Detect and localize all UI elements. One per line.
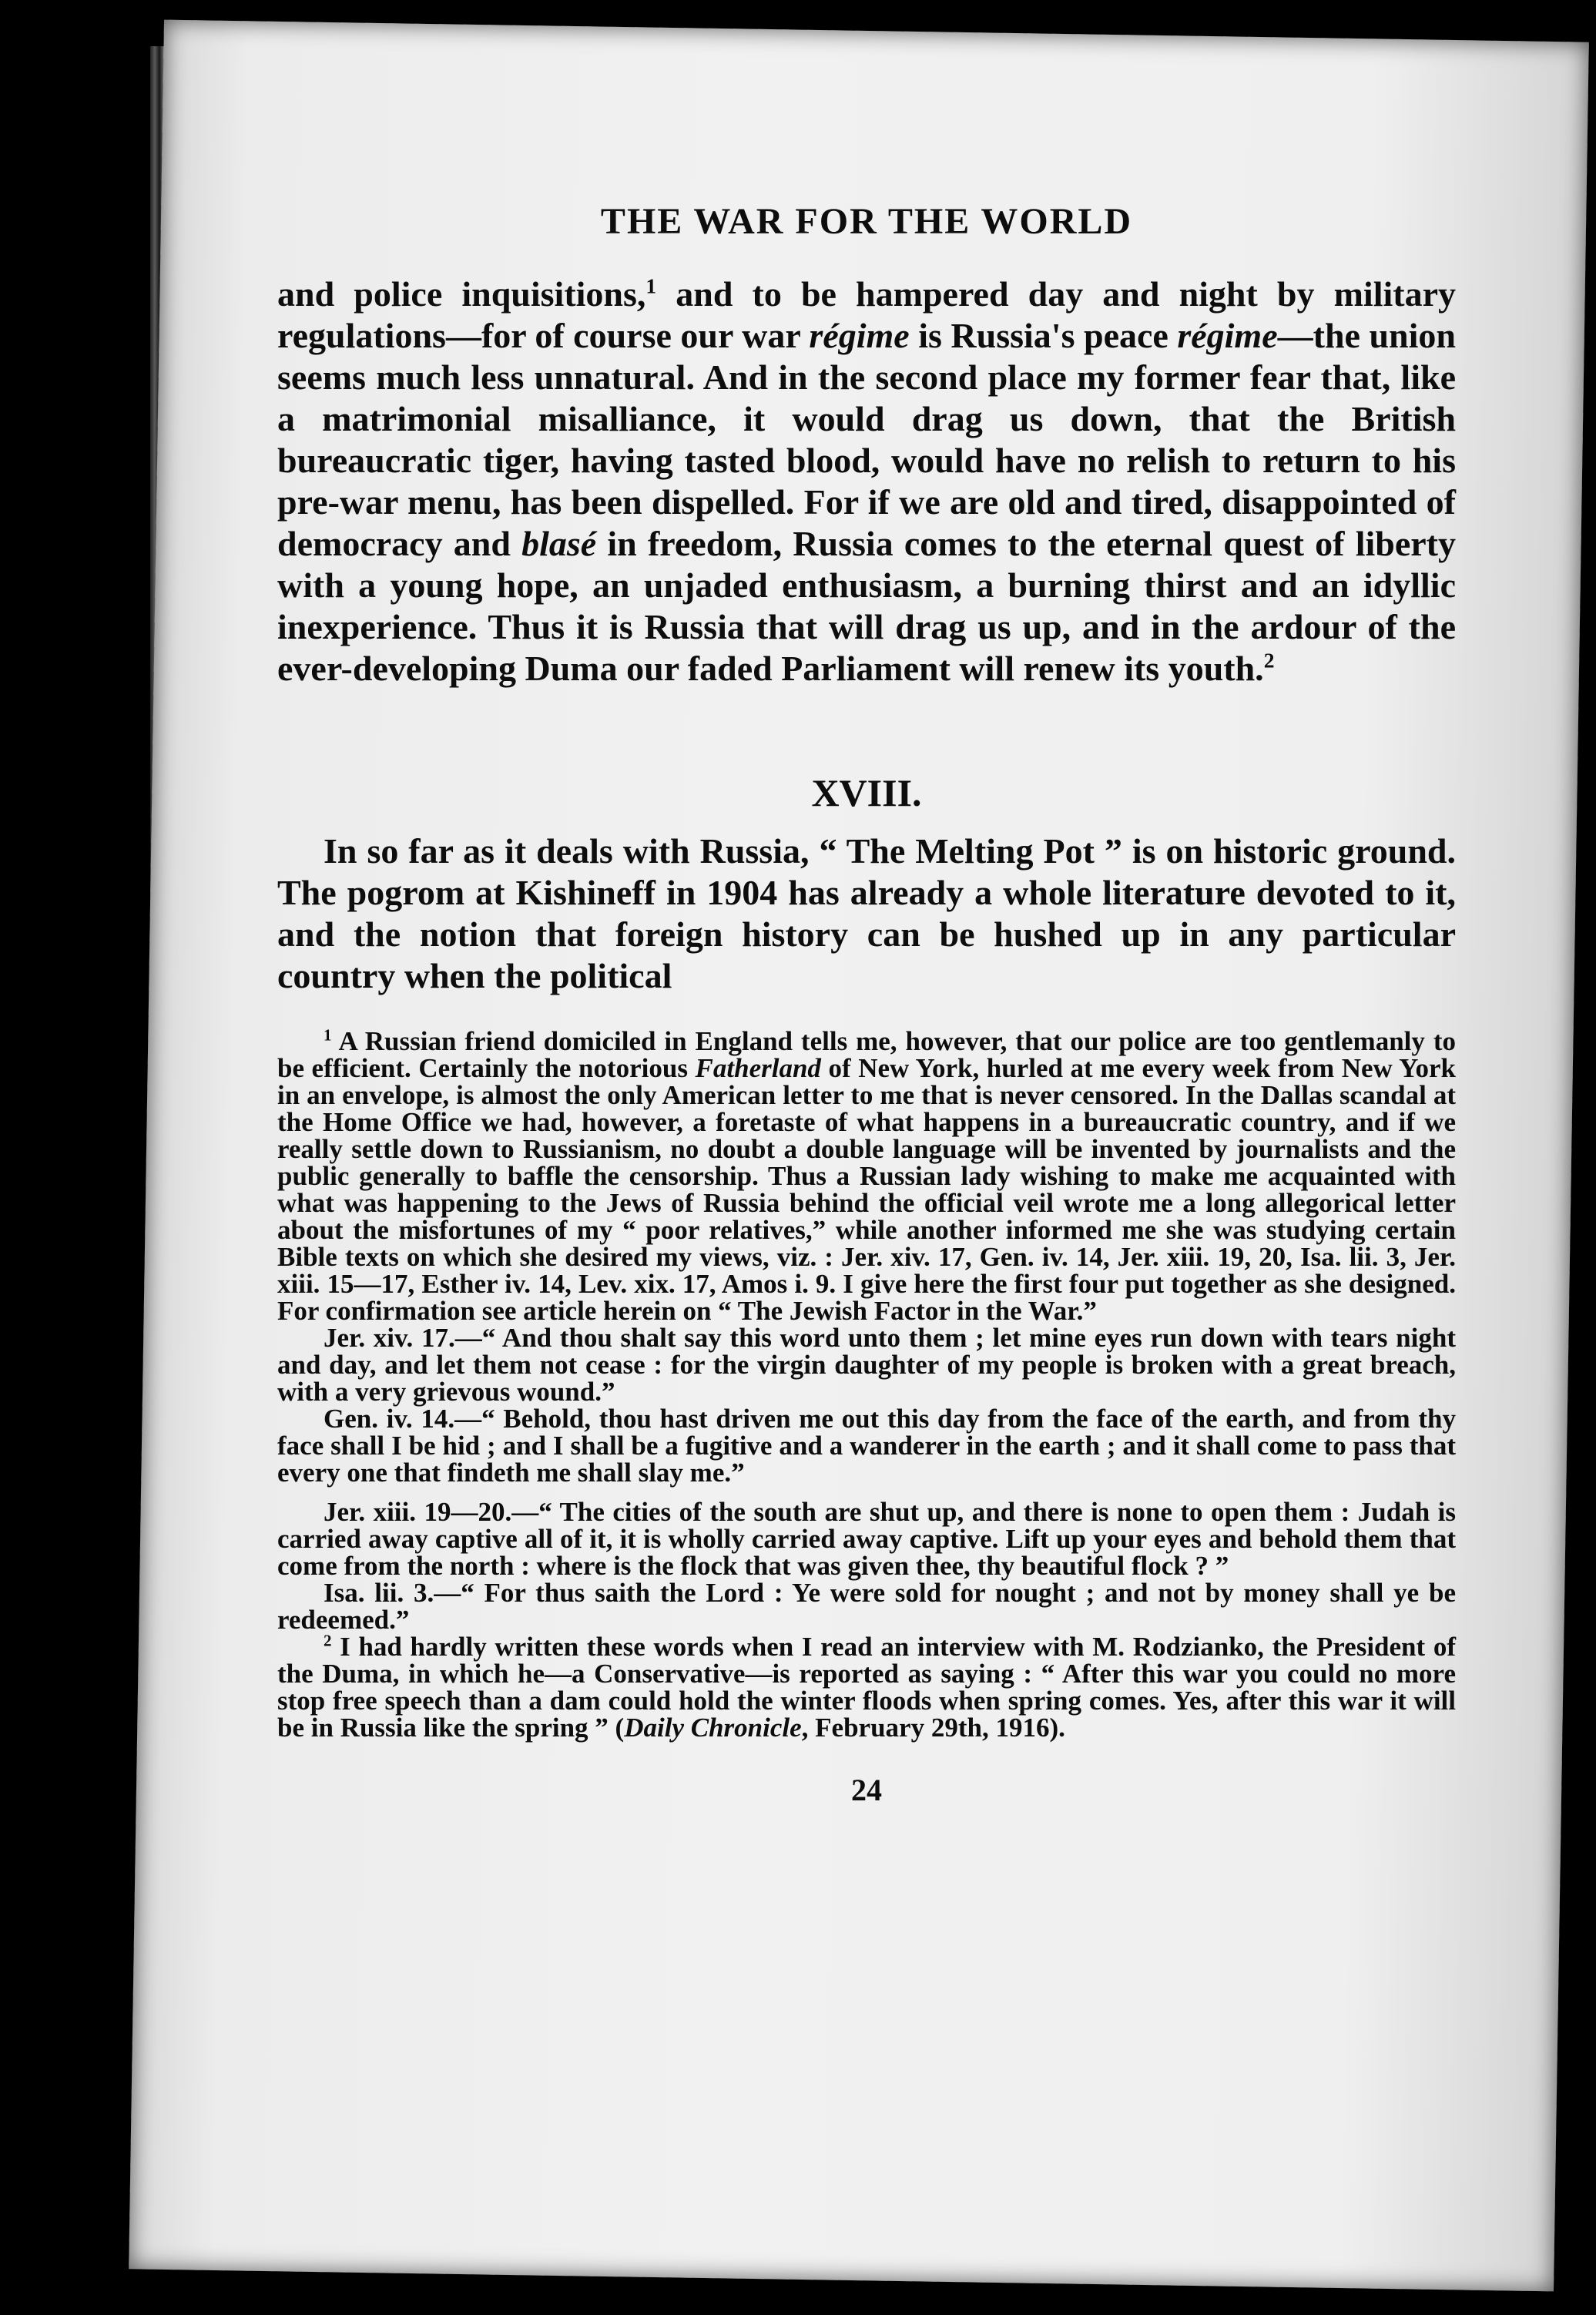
paragraph-1-text: and to be hampered day and night by military regulations—for of course our war xyxy=(277,274,1456,355)
footnote-marker-2: 2 xyxy=(324,1631,332,1650)
italic-term: régime xyxy=(1177,316,1278,355)
footnote-1-text: of New York, hurled at me every week from New York in an envelope, is almost the only American letter to me that is never censored. In the Dallas scandal at the Home Office we had, however, a foretaste of what happens in a bureaucratic country, and if we really settle down to Russianism, no doubt a double language will be invented by journalists and the public generally to baffle the censorship. Thus a Russian lady wishing to make me acquainted with what was happening to the Jews of Russia behind the official veil wrote me a long allegorical letter about the misfortunes of my “ poor relatives,” while another informed me she was studying certain Bible texts on which she desired my views, viz. : Jer. xiv. 17, Gen. iv. 14, Jer. xiii. 19, 20, Isa. lii. 3, Jer. xiii. 15—17, Esther iv. 14, Lev. xix. 17, Amos i. 9. I give here the first four put together as she designed. For confirmation see article herein on “ The Jewish Factor in the War.” xyxy=(277,1053,1456,1326)
footnote-1-text: A Russian friend domiciled in England tells me, however, that our police are too gentlemanly to be efficient. Certainly the notorious xyxy=(277,1026,1456,1083)
footnote-2-text: I had hardly written these words when I read an interview with M. Rodzianko, the President of the Duma, in which he—a Conservative—is reported as saying : “ After this war you could no more stop free speech than a dam could hold the winter floods when spring comes. Yes, after this war it will be in Russia like the spring ” ( xyxy=(277,1632,1456,1743)
paragraph-2: In so far as it deals with Russia, “ The Melting Pot ” is on historic ground. The pogrom at Kishineff in 1904 has already a whole literature devoted to it, and the notion that foreign history can be hushed up in any particular country when the political xyxy=(277,831,1456,995)
quote-gen-iv: Gen. iv. 14.—“ Behold, thou hast driven me out this day from the face of the earth, and from thy face shall I be hid ; and I shall be a fugitive and a wanderer in the earth ; and it shall come to pass that every one that findeth me shall slay me.” xyxy=(277,1404,1456,1488)
footnotes xyxy=(277,1025,1456,1743)
quote-isa-lii: Isa. lii. 3.—“ For thus saith the Lord : Ye were sold for nought ; and not by money shall ye be redeemed.” xyxy=(277,1578,1456,1635)
section-heading: XVIII. xyxy=(811,771,922,814)
running-head: THE WAR FOR THE WORLD xyxy=(600,201,1133,242)
italic-term: blasé xyxy=(521,524,597,563)
footnote-ref-1: 1 xyxy=(645,273,657,298)
footnote-1 xyxy=(277,1025,1456,1326)
paragraph-1-text: in freedom, Russia comes to the eternal quest of liberty with a young hope, an unjaded enthusiasm, a burning thirst and an idyllic inexperience. Thus it is Russia that will drag us up, and in the ardour of the ever-developing Duma our faded Parliament will renew its youth. xyxy=(277,524,1456,688)
paragraph-1-text: is Russia's peace xyxy=(909,316,1178,355)
quote-jer-xiv: Jer. xiv. 17.—“ And thou shalt say this word unto them ; let mine eyes run down with tears night and day, and let them not cease : for the virgin daughter of my people is broken with a great breach, with a very grievous wound.” xyxy=(277,1323,1456,1407)
paragraph-1 xyxy=(277,273,1456,689)
footnote-marker-1: 1 xyxy=(324,1025,332,1045)
footnote-ref-2: 2 xyxy=(1263,648,1275,673)
footnote-2-text: , February 29th, 1916). xyxy=(801,1713,1065,1743)
paragraph-1-text: —the union seems much less unnatural. And in the second place my former fear that, like a matrimonial misalliance, it would drag us down, that the British bureaucratic tiger, having tasted blood, would have no relish to return to his pre-war menu, has been dispelled. For if we are old and tired, disappointed of democracy and xyxy=(277,316,1456,563)
footnote-2 xyxy=(277,1633,1456,1741)
paragraph-1-text: and police inquisitions, xyxy=(277,274,646,314)
page-number: 24 xyxy=(851,1773,882,1807)
quote-jer-xiii: Jer. xiii. 19—20.—“ The cities of the south are shut up, and there is none to open them : Judah is carried away captive all of it, it is wholly carried away captive. Lift up your eyes and behold them that come from the north : where is the flock that was given thee, thy beautiful flock ? ” xyxy=(277,1497,1456,1581)
italic-term: régime xyxy=(809,316,910,355)
italic-title: Daily Chronicle xyxy=(624,1713,802,1743)
page-content xyxy=(277,123,1456,2219)
italic-title: Fatherland xyxy=(695,1053,821,1083)
